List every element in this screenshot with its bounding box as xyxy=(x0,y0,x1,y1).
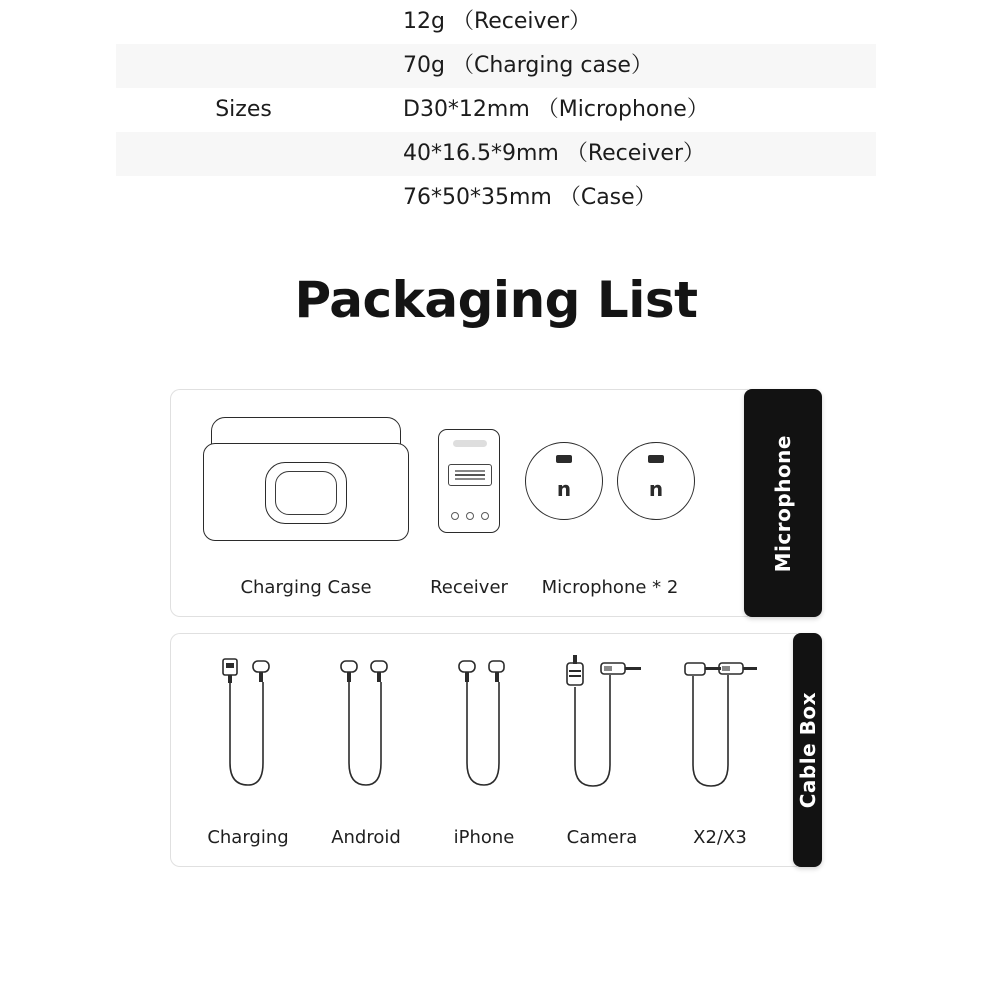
panel-items xyxy=(171,390,748,616)
item-label: Camera xyxy=(566,827,638,849)
list-item xyxy=(307,634,425,866)
usb-c-to-usb-c-cable-icon xyxy=(307,634,425,821)
list-item xyxy=(425,634,543,866)
receiver-icon xyxy=(423,390,515,571)
panel-body xyxy=(170,633,797,867)
spec-label xyxy=(116,44,381,88)
table-row xyxy=(116,0,876,44)
spec-value: 12g （Receiver） xyxy=(403,9,592,34)
spec-value: 40*16.5*9mm （Receiver） xyxy=(403,140,706,166)
packaging-panel-cable-box xyxy=(170,633,822,867)
usb-c-to-lightning-cable-icon xyxy=(425,634,543,821)
packaging-panel-microphone xyxy=(170,389,822,617)
spec-label xyxy=(116,132,381,176)
list-item xyxy=(515,390,705,616)
panel-items xyxy=(171,634,797,866)
microphone-pair-icon: n n xyxy=(515,390,705,571)
charging-case-icon xyxy=(189,390,423,571)
spec-value: 76*50*35mm （Case） xyxy=(403,184,657,210)
item-label: Charging xyxy=(207,827,289,849)
spec-label xyxy=(116,176,381,220)
spec-value: 70g （Charging case） xyxy=(403,52,653,78)
list-item xyxy=(189,390,423,616)
page-title: Packaging List xyxy=(294,271,698,330)
table-row xyxy=(116,176,876,220)
spec-value: D30*12mm （Microphone） xyxy=(403,96,709,122)
table-row xyxy=(116,44,876,88)
panel-tab-label: Microphone xyxy=(771,434,795,573)
panel-tab-label: Cable Box xyxy=(795,692,820,809)
list-item xyxy=(543,634,661,866)
panel-tab-cable-box xyxy=(793,633,822,867)
item-label: Charging Case xyxy=(240,577,372,599)
item-label: Receiver xyxy=(430,577,508,599)
packaging-list xyxy=(0,389,992,867)
spec-label-sizes: Sizes xyxy=(215,96,272,122)
trrs-angled-cable-icon xyxy=(661,634,779,821)
usb-a-to-usb-c-cable-icon xyxy=(189,634,307,821)
table-row xyxy=(116,88,876,132)
item-label: Android xyxy=(331,827,401,849)
spec-label xyxy=(116,0,381,44)
table-row xyxy=(116,132,876,176)
list-item xyxy=(423,390,515,616)
list-item xyxy=(189,634,307,866)
specifications-table xyxy=(116,0,876,219)
trs-camera-cable-icon xyxy=(543,634,661,821)
item-label: X2/X3 xyxy=(693,827,747,849)
item-label: Microphone * 2 xyxy=(541,577,679,599)
panel-tab-microphone xyxy=(744,389,822,617)
specifications-table-body xyxy=(116,0,876,219)
list-item xyxy=(661,634,779,866)
panel-body xyxy=(170,389,748,617)
item-label: iPhone xyxy=(453,827,515,849)
